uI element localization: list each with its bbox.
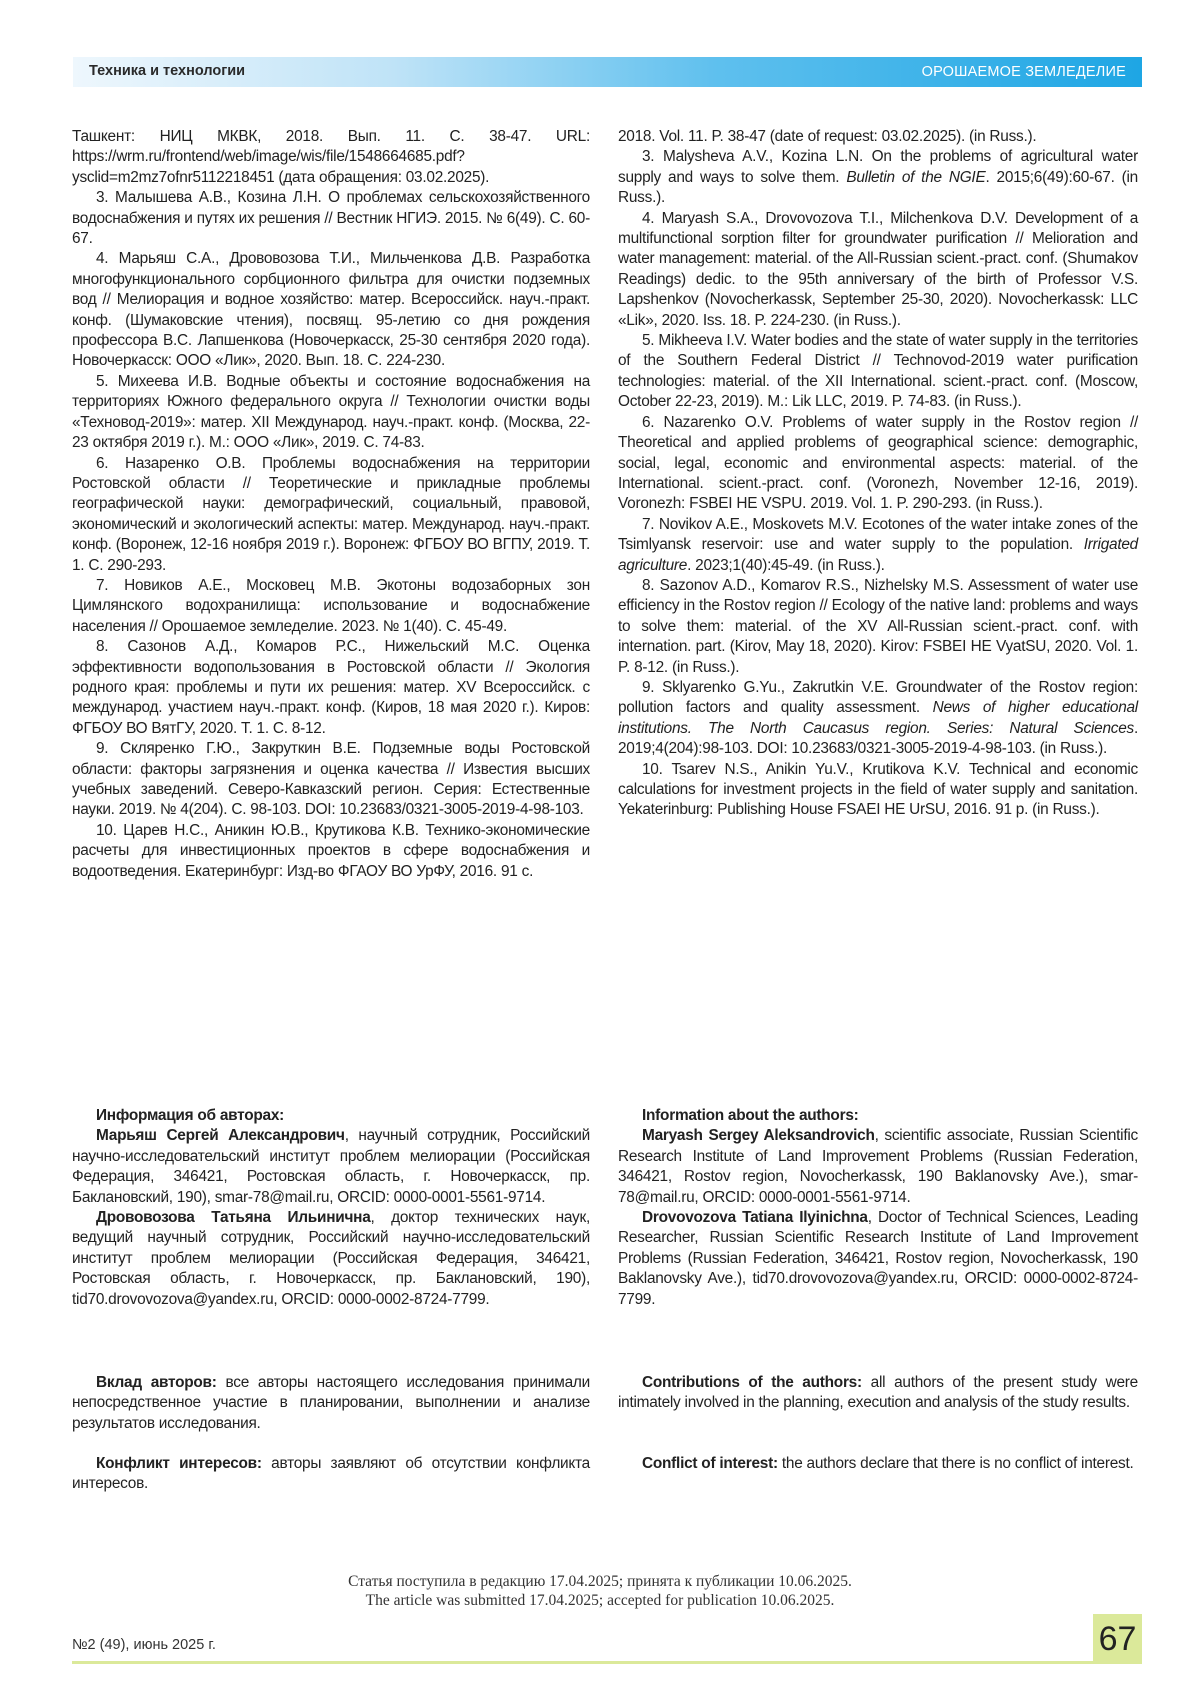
text: all authors of the present study were intimately involved in the planning, execution and analysis of the study results. <box>618 1374 1138 1411</box>
paragraph <box>72 821 590 882</box>
text: 5. Михеева И.В. Водные объекты и состояние водоснабжения на территориях Южного федерального округа // Технологии очистки воды «Техновод-2019»: матер. XII Международ. науч.-практ. конф. (Москва, 22-23 октября 2019 г.). М.: ООО «Лик», 2019. С. 74-83. <box>72 373 590 451</box>
text: . 2023;1(40):45-49. (in Russ.). <box>687 557 885 574</box>
text: 4. Maryash S.A., Drovovozova T.I., Milchenkova D.V. Development of a multifunctional sorption filter for groundwater purification // Melioration and water management: material. of the All-Russian scient.-pract. conf. (Shumakov Readings) dedic. to the 95th anniversary of the birth of Professor V.S. Lapshenkov (Novocherkassk, September 25-30, 2020). Novocherkassk: LLC «Lik», 2020. Iss. 18. P. 224-230. (in Russ.). <box>618 210 1138 329</box>
text: 10. Tsarev N.S., Anikin Yu.V., Krutikova K.V. Technical and economic calculations for investment projects in the field of water supply and sanitation. Yekaterinburg: Publishing House FSAEI HE UrSU, 2016. 91 p. (in Russ.). <box>618 761 1138 819</box>
paragraph <box>618 331 1138 413</box>
paragraph <box>72 1126 590 1208</box>
text: . 2019;4(204):98-103. DOI: 10.23683/0321-3005-2019-4-98-103. (in Russ.). <box>618 720 1138 757</box>
text: 9. Скляренко Г.Ю., Закруткин В.Е. Подземные воды Ростовской области: факторы загрязнения и оценка качества // Известия высших учебных заведений. Северо-Кавказский регион. Серия: Естественные науки. 2019. № 4(204). С. 98-103. DOI: 10.23683/0321-3005-2019-4-98-103. <box>72 740 590 818</box>
text: 5. Mikheeva I.V. Water bodies and the state of water supply in the territories of the Southern Federal District // Technovod-2019 water purification technologies: material. of the XII International. scient.-pract. conf. (Moscow, October 22-23, 2019). M.: Lik LLC, 2019. P. 74-83. (in Russ.). <box>618 332 1138 410</box>
paragraph <box>72 1208 590 1310</box>
paragraph <box>72 1454 590 1495</box>
paragraph <box>618 576 1138 678</box>
text: 6. Назаренко О.В. Проблемы водоснабжения на территории Ростовской области // Теоретические и прикладные проблемы географической науки: демографический, социальный, правовой, экономический и экологический аспекты: матер. Международ. науч.-практ. конф. (Воронеж, 12-16 ноября 2019 г.). Воронеж: ФГБОУ ВО ВГПУ, 2019. Т. 1. С. 290-293. <box>72 455 590 574</box>
bold-text: Drovovozova Tatiana Ilyinichna <box>642 1209 868 1226</box>
text: , scientific associate, Russian Scientific Research Institute of Land Improvement Problems (Russian Federation, 346421, Rostov region, Novocherkassk, 190 Baklanovsky Ave.), smar-78@mail.ru, ORCID: 0000-0001-5561-9714. <box>618 1127 1138 1205</box>
italic-text: News of higher educational institutions. The North Caucasus region. Series: Natural Sciences <box>618 699 1138 736</box>
bold-text: Марьяш Сергей Александрович <box>96 1127 345 1144</box>
bold-text: Информация об авторах: <box>96 1107 284 1124</box>
conflict-en <box>618 1454 1138 1474</box>
paragraph <box>72 739 590 821</box>
paragraph <box>618 209 1138 331</box>
contributions-en <box>618 1373 1138 1414</box>
running-header <box>73 57 1142 87</box>
text: 3. Malysheva A.V., Kozina L.N. On the problems of agricultural water supply and ways to solve them. <box>618 148 1138 185</box>
bold-text: Conflict of interest: <box>642 1455 778 1472</box>
paragraph <box>72 249 590 371</box>
text: 4. Марьяш С.А., Дрововозова Т.И., Мильченкова Д.В. Разработка многофункционального сорбционного фильтра для очистки подземных вод // Мелиорация и водное хозяйство: матер. Всероссийск. науч.-практ. конф. (Шумаковские чтения), посвящ. 95-летию со дня рождения профессора В.С. Лапшенкова (Новочеркасск, 25-30 сентября 2020 года). Новочеркасск: ООО «Лик», 2020. Вып. 18. С. 224-230. <box>72 250 590 369</box>
paragraph <box>72 127 590 188</box>
paragraph <box>72 637 590 739</box>
footer-divider <box>72 1661 1142 1664</box>
bold-text: Contributions of the authors: <box>642 1374 862 1391</box>
text: 8. Сазонов А.Д., Комаров Р.С., Нижельский М.С. Оценка эффективности водопользования в Ростовской области // Экология родного края: проблемы и пути их решения: матер. XV Всероссийск. с международ. участием науч.-практ. конф. (Киров, 18 мая 2020 г.). Киров: ФГБОУ ВО ВятГУ, 2020. Т. 1. С. 8-12. <box>72 638 590 737</box>
conflict-ru <box>72 1454 590 1495</box>
text: 7. Novikov A.E., Moskovets M.V. Ecotones of the water intake zones of the Tsimlyansk reservoir: use and water supply to the population. <box>618 516 1138 553</box>
paragraph <box>618 413 1138 515</box>
text: Ташкент: НИЦ МКВК, 2018. Вып. 11. С. 38-47. URL: https://wrm.ru/frontend/web/image/wis/file/1548664685.pdf?ysclid=m2mz7ofnr5112218451 (дата обращения: 03.02.2025). <box>72 128 590 186</box>
text: 8. Sazonov A.D., Komarov R.S., Nizhelsky M.S. Assessment of water use efficiency in the Rostov region // Ecology of the native land: problems and ways to solve them: material. of the XV All-Russian scient.-pract. conf. with internation. part. (Kirov, May 18, 2020). Kirov: FSBEI HE VyatSU, 2020. Vol. 1. P. 8-12. (in Russ.). <box>618 577 1138 676</box>
bold-text: Maryash Sergey Aleksandrovich <box>642 1127 875 1144</box>
paragraph <box>618 1373 1138 1414</box>
text: , Doctor of Technical Sciences, Leading Researcher, Russian Scientific Research Institute of Land Improvement Problems (Russian Federation, 346421, Rostov region, Novocherkassk, 190 Baklanovsky Ave.), tid70.drovovozova@yandex.ru, ORCID: 0000-0002-8724-7799. <box>618 1209 1138 1308</box>
paragraph <box>72 454 590 576</box>
text: . 2015;6(49):60-67. (in Russ.). <box>618 169 1138 206</box>
text: все авторы настоящего исследования принимали непосредственное участие в планировании, выполнении и анализе результатов исследования. <box>72 1374 590 1432</box>
issue-info: №2 (49), июнь 2025 г. <box>72 1637 216 1653</box>
submission-en: The article was submitted 17.04.2025; accepted for publication 10.06.2025. <box>0 1591 1200 1610</box>
text: 6. Nazarenko O.V. Problems of water supply in the Rostov region // Theoretical and applied problems of geographical science: demographic, social, legal, economic and environmental aspects: material. of the International. scient.-pract. conf. (Voronezh, November 12-16, 2019). Voronezh: FSBEI HE VSPU. 2019. Vol. 1. P. 290-293. (in Russ.). <box>618 414 1138 513</box>
italic-text: Bulletin of the NGIE <box>846 169 985 186</box>
submission-ru: Статья поступила в редакцию 17.04.2025; принята к публикации 10.06.2025. <box>0 1572 1200 1591</box>
bold-text: Вклад авторов: <box>96 1374 217 1391</box>
page-number: 67 <box>1093 1614 1142 1664</box>
authors-info-ru <box>72 1106 590 1310</box>
journal-title: ОРОШАЕМОЕ ЗЕМЛЕДЕЛИЕ <box>922 64 1126 80</box>
bold-text: Information about the authors: <box>642 1107 859 1124</box>
paragraph <box>72 372 590 454</box>
paragraph <box>618 127 1138 147</box>
paragraph <box>618 515 1138 576</box>
paragraph <box>72 1373 590 1434</box>
text: the authors declare that there is no conflict of interest. <box>778 1455 1134 1472</box>
paragraph <box>618 678 1138 760</box>
paragraph <box>618 1454 1138 1474</box>
text: 10. Царев Н.С., Аникин Ю.В., Крутикова К.В. Технико-экономические расчеты для инвестиционных проектов в сфере водоснабжения и водоотведения. Екатеринбург: Изд-во ФГАОУ ВО УрФУ, 2016. 91 с. <box>72 822 590 880</box>
submission-dates <box>0 1572 1200 1610</box>
paragraph <box>618 1208 1138 1310</box>
text: 2018. Vol. 11. P. 38-47 (date of request: 03.02.2025). (in Russ.). <box>618 128 1036 145</box>
bold-text: Конфликт интересов: <box>96 1455 262 1472</box>
references-ru <box>72 127 590 882</box>
text: , научный сотрудник, Российский научно-исследовательский институт проблем мелиорации (Российская Федерация, 346421, Ростовская область, г. Новочеркасск, пр. Баклановский, 190), smar-78@mail.ru, ORCID: 0000-0001-5561-9714. <box>72 1127 590 1205</box>
text: 9. Sklyarenko G.Yu., Zakrutkin V.E. Groundwater of the Rostov region: pollution factors and quality assessment. <box>618 679 1138 716</box>
text: авторы заявляют об отсутствии конфликта интересов. <box>72 1455 590 1492</box>
paragraph <box>72 576 590 637</box>
text: , доктор технических наук, ведущий научный сотрудник, Российский научно-исследовательский институт проблем мелиорации (Российская Федерация, 346421, Ростовская область, г. Новочеркасск, пр. Баклановский, 190), tid70.drovovozova@yandex.ru, ORCID: 0000-0002-8724-7799. <box>72 1209 590 1308</box>
paragraph <box>72 188 590 249</box>
italic-text: Irrigated agriculture <box>618 536 1138 573</box>
paragraph <box>618 760 1138 821</box>
section-title: Техника и технологии <box>89 63 245 79</box>
paragraph <box>618 147 1138 208</box>
bold-text: Дрововозова Татьяна Ильинична <box>96 1209 371 1226</box>
contributions-ru <box>72 1373 590 1434</box>
text: 7. Новиков А.Е., Московец М.В. Экотоны водозаборных зон Цимлянского водохранилища: использование и водоснабжение населения // Орошаемое земледелие. 2023. № 1(40). С. 45-49. <box>72 577 590 635</box>
paragraph <box>72 1106 590 1126</box>
paragraph <box>618 1126 1138 1208</box>
references-en <box>618 127 1138 821</box>
text: 3. Малышева А.В., Козина Л.Н. О проблемах сельскохозяйственного водоснабжения и путях их решения // Вестник НГИЭ. 2015. № 6(49). С. 60-67. <box>72 189 590 247</box>
authors-info-en <box>618 1106 1138 1310</box>
paragraph <box>618 1106 1138 1126</box>
